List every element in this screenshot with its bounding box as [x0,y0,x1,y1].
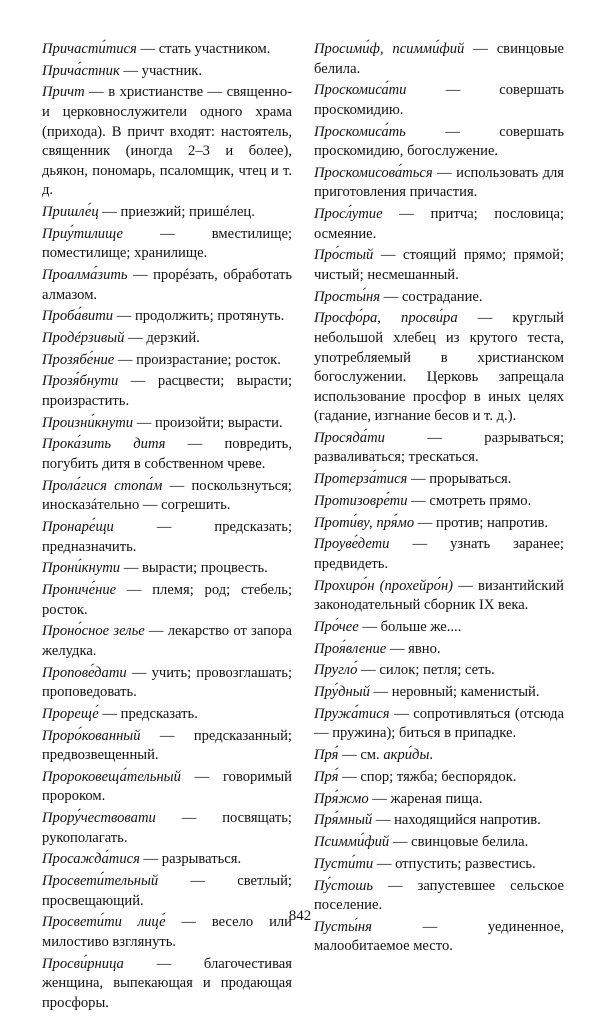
definition: — смотреть прямо. [407,492,532,509]
headword: Пророковеща́тельный [42,768,181,785]
entry [314,833,564,853]
headword: Продéрзивый [42,329,125,346]
definition: — вместилище; поместилище; хранилище. [42,225,292,262]
entry [314,811,564,831]
headword: Пря́ [314,768,339,785]
headword: Псимми́фий [314,834,390,851]
entry [42,809,292,848]
headword: Просл́утие [314,206,383,223]
entry [42,872,292,911]
entry [42,225,292,264]
entry [42,622,292,661]
definition: — племя; род; стебель; росток. [42,582,292,618]
definition: — продолжить; протянуть. [113,308,285,325]
headword: Прола́гися стопа́м [42,477,163,494]
cross-reference: акри́ды [383,747,430,764]
entry [314,288,564,308]
entry [42,581,292,620]
entry [314,746,564,766]
entry [42,664,292,703]
entry [42,62,292,82]
headword: Прока́зить дитя [42,436,166,453]
headword: Просажда́тися [42,851,140,868]
definition: — свинцовые белила. [314,41,564,77]
definition: — разрываться; разваливаться; трескаться. [314,429,564,466]
definition: — против; напротив. [414,514,549,531]
headword: Протизовре́ти [314,492,408,509]
definition: — силок; петля; сеть. [357,662,495,679]
headword: Пусты́ня [314,918,372,935]
headword: Прору́чествовати [42,810,156,827]
definition: — прорéзать, обработать алмазом. [42,266,292,303]
entry [314,768,564,788]
headword: Просвети́тельный [42,873,159,890]
headword: Просяда́ти [314,429,385,446]
definition: — находящийся напротив. [372,812,541,829]
entry [314,492,564,512]
entry [314,790,564,810]
entry [42,955,292,1014]
definition: — спор; тяжба; беспорядок. [338,768,517,785]
definition: — запустевшее сельское поселение. [314,877,564,914]
headword: Проро́кованный [42,727,141,744]
definition: — сопротивляться (отсюда — пружина); биться в припадке. [314,705,564,742]
entry [314,205,564,244]
definition: — в христианстве — священно- и церковнослужители одного храма (прихода). В причт входят: настоятель, священник (иногда 2–3 и более), дьякон, пономарь, псаломщик, чтец и т. д. [42,84,292,199]
entry [314,164,564,203]
definition: — использовать для приготовления причастия. [314,164,564,201]
entry [314,577,564,616]
entry [314,246,564,285]
headword: Пу́стошь [314,877,373,894]
entry [314,855,564,875]
entry [314,618,564,638]
entry [314,514,564,534]
headword: Проскомисова́ться [314,164,433,181]
headword: Пришле́ц [42,203,99,220]
headword: Пря́ [314,747,339,764]
entry [314,309,564,426]
definition: — участник. [119,62,202,79]
headword: Проно́сное зелье [42,623,145,640]
definition: — совершать проскомидию. [314,82,564,118]
entry [314,81,564,120]
headword: Проба́вити [42,308,114,325]
definition: — предсказать. [98,705,198,722]
headword: Прохиро́н (прохейро́н) [314,577,454,594]
headword: Про́чее [314,618,359,635]
entry [42,727,292,766]
headword: Проскомиса́ти [314,82,407,99]
definition: — приезжий; пришéлец. [98,203,255,220]
headword: Пру́дный [314,684,370,701]
headword: Протерза́тися [314,471,408,488]
definition: — сострадание. [380,288,483,305]
definition: — учить; провозглашать; проповедовать. [42,664,292,701]
entry [42,83,292,200]
definition: — предсказать; предназначить. [42,519,292,555]
entry [314,683,564,703]
entry [42,307,292,327]
headword: Просви́рница [42,955,124,972]
definition: — светлый; просвещающий. [42,873,292,909]
headword: Просты́ня [314,288,381,305]
definition: — больше же.... [358,618,462,635]
headword: Пронаре́щи [42,519,114,536]
entry [42,559,292,579]
entry [42,203,292,223]
entry [314,123,564,162]
headword: Проскомиса́ть [314,123,406,140]
entry [314,640,564,660]
headword: Просфо́ра, просви́ра [314,310,458,327]
entry [42,40,292,60]
entry [42,477,292,516]
definition: — узнать заранее; предвидеть. [314,536,564,572]
headword: Пропове́дати [42,664,127,681]
entry [42,705,292,725]
definition: — прорываться. [407,471,512,488]
headword: Пря́мный [314,812,373,829]
headword: Про́стый [314,247,374,264]
headword: Прониче́ние [42,582,117,599]
headword: Причт [42,84,85,101]
headword: Проуве́дети [314,536,390,553]
definition: — явно. [386,640,441,657]
entry [42,518,292,557]
definition: — византийский законодательный сборник IX века. [314,577,564,614]
definition: — дерзкий. [124,329,200,346]
headword: Проалма́зить [42,266,128,283]
definition: — произойти; вырасти. [133,414,283,431]
definition: — отпустить; развестись. [373,855,536,872]
definition: — круглый небольшой хлебец из крутого теста, употребляемый в христианском богослужении. Церковь запрещала использование просфор в иных целях (гадание, изгнание бесов и т. д.). [314,310,564,425]
definition: — произрастание; росток. [114,351,281,368]
definition: — неровный; каменистый. [369,684,540,701]
definition: — жареная пища. [368,790,483,807]
headword: Просвети́ти лице́ [42,914,166,931]
headword: Пря́жмо [314,790,369,807]
entry [42,768,292,807]
headword: Причасти́тися [42,41,137,57]
definition: — поскользнуться; иносказáтельно — согрешить. [42,477,292,514]
definition: — посвящать; рукополагать. [42,810,292,846]
definition: — весело или милостиво взглянуть. [42,914,292,951]
definition: — лекарство от запора желудка. [42,623,292,659]
definition: — свинцовые белила. [389,834,529,851]
definition: — вырасти; процвесть. [120,560,268,577]
entry [42,372,292,411]
headword: Прореще́ [42,705,99,722]
headword: Прони́кнути [42,560,121,577]
headword: Прозя́бнути [42,373,119,390]
definition: — повредить, погубить дитя в собственном чреве. [42,436,292,472]
headword: Пругло́ [314,662,358,679]
cross-reference-end: . [429,747,433,764]
page-number: 842 [288,908,312,924]
headword: Проя́вление [314,640,387,657]
definition: — притча; пословица; осмеяние. [314,206,564,242]
entry [314,535,564,574]
entry [42,414,292,434]
headword: Прозябе́ние [42,351,115,368]
definition: — благочестивая женщина, выпекающая и продающая просфоры. [42,955,292,1011]
headword: Просими́ф, псимми́фий [314,41,465,57]
definition: — говоримый пророком. [42,768,292,805]
headword: Проти́ву, пря́мо [314,514,415,531]
definition: — совершать проскомидию, богослужение. [314,123,564,160]
entry [42,435,292,474]
headword: Прича́стник [42,62,120,79]
headword: Произни́кнути [42,414,134,431]
entry [314,40,564,79]
entry [42,266,292,305]
headword: Пусти́ти [314,855,374,872]
headword: Приу́тилище [42,225,123,242]
entry [314,470,564,490]
definition: — см. [338,747,384,764]
headword: Пружа́тися [314,705,390,722]
entry [42,329,292,349]
definition: — стоящий прямо; прямой; чистый; несмешанный. [314,247,564,283]
entry [314,661,564,681]
definition: — стать участником. [136,41,271,57]
entry [314,429,564,468]
entry [314,705,564,744]
entry [42,351,292,371]
definition: — расцвести; вырасти; произрастить. [42,373,292,409]
entry [42,850,292,870]
right-column [314,40,564,959]
definition: — предсказанный; предвозвещенный. [42,727,292,764]
left-column [42,40,292,1016]
definition: — уединенное, малообитаемое место. [314,918,564,955]
definition: — разрываться. [139,851,242,868]
